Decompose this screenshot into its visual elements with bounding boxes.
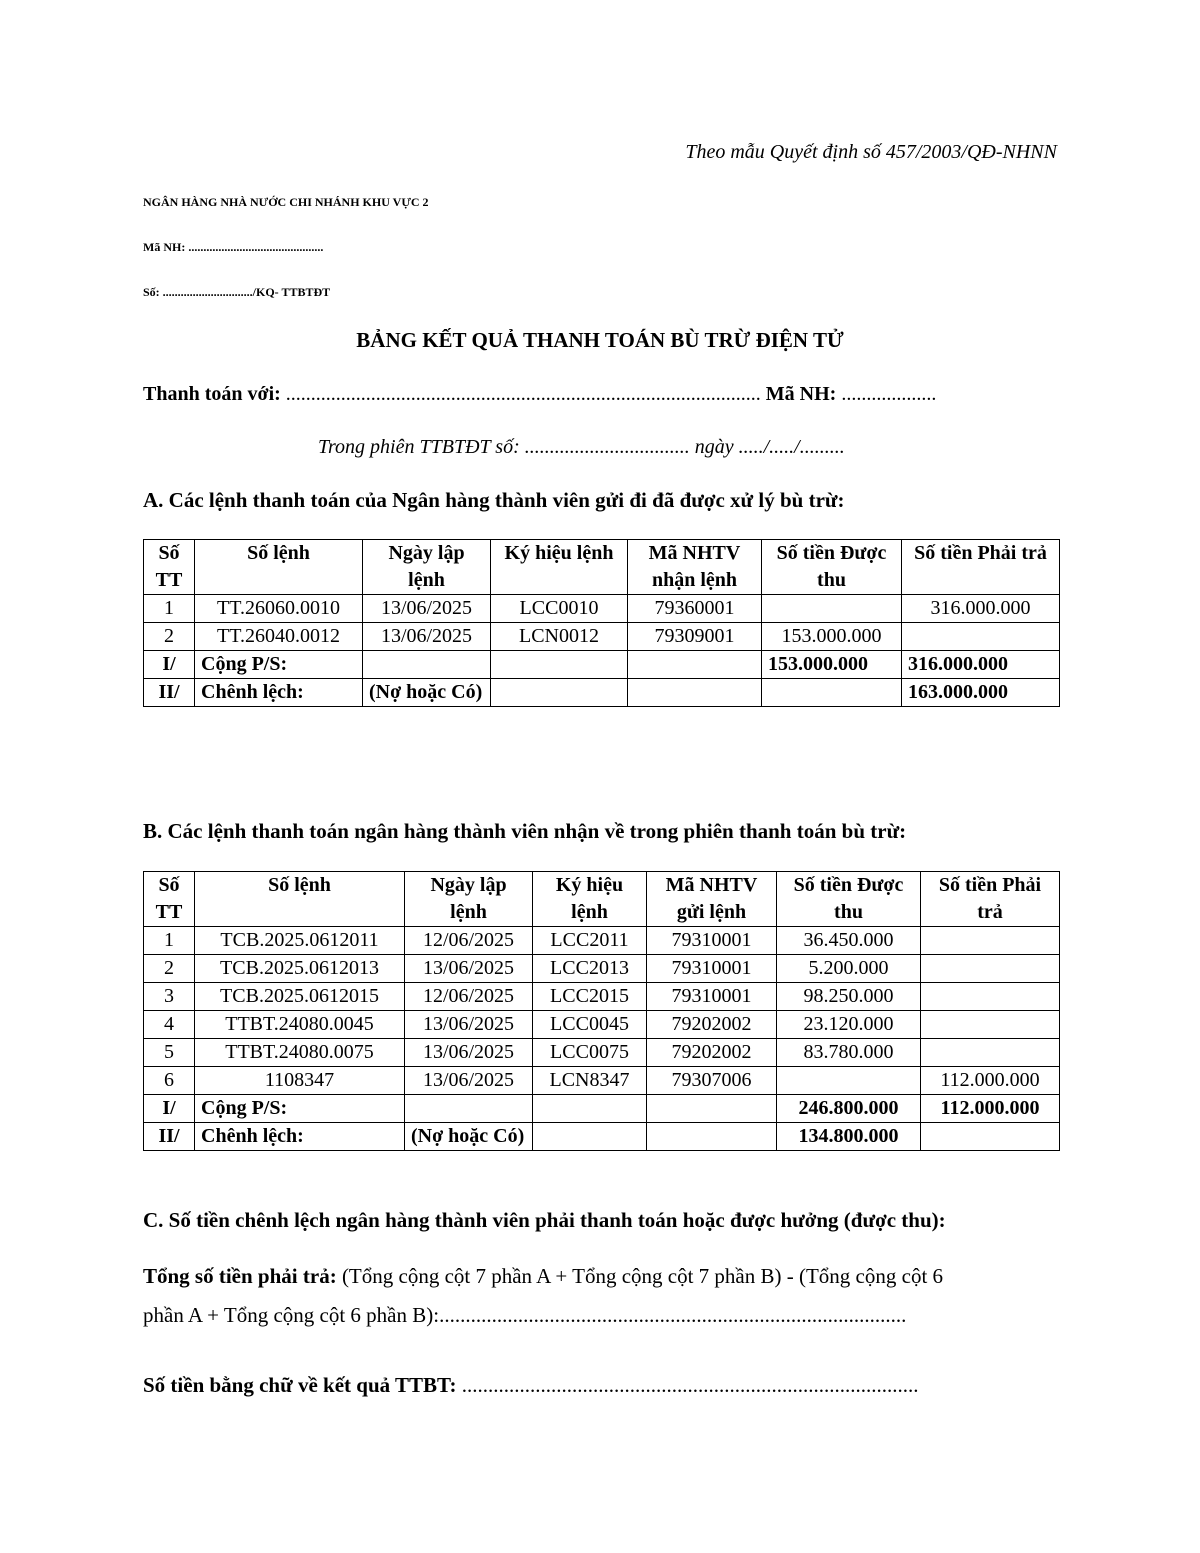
cell: LCC0075 [533,1039,647,1067]
cell: 1 [144,927,195,955]
page-title: BẢNG KẾT QUẢ THANH TOÁN BÙ TRỪ ĐIỆN TỬ [356,328,844,352]
cell [491,651,628,679]
cell: 79310001 [647,927,777,955]
cell: 13/06/2025 [405,1039,533,1067]
cell: TCB.2025.0612015 [195,983,405,1011]
cell: 316.000.000 [902,595,1060,623]
payment-with-dots: ............................................................................................... [285,383,761,405]
cell: 79309001 [628,623,762,651]
cell: 79202002 [647,1011,777,1039]
section-b-table [143,871,1060,1151]
cell: 1 [144,595,195,623]
amount-in-words-dots: ....................................................................................... [456,1373,919,1397]
cell: 36.450.000 [777,927,921,955]
cell: (Nợ hoặc Có) [363,679,491,707]
template-reference: Theo mẫu Quyết định số 457/2003/QĐ-NHNN [685,141,1057,163]
cell: 13/06/2025 [405,1011,533,1039]
table-row [144,595,1060,623]
cell: LCN8347 [533,1067,647,1095]
table-row [144,1011,1060,1039]
column-header: Số TT [144,872,195,927]
cell [762,679,902,707]
table-row [144,983,1060,1011]
total-row [144,1095,1060,1123]
section-a-heading: A. Các lệnh thanh toán của Ngân hàng thành viên gửi đi đã được xử lý bù trừ: [143,488,845,512]
cell: TCB.2025.0612013 [195,955,405,983]
difference-row [144,1123,1060,1151]
difference-row [144,679,1060,707]
column-header: Số tiền Phải trả [902,540,1060,595]
cell [777,1067,921,1095]
cell [921,1039,1060,1067]
total-payable-formula-cont: phần A + Tổng cộng cột 6 phần B):......................................................................................... [143,1303,907,1327]
cell: 316.000.000 [902,651,1060,679]
payment-bank-code-dots: ................... [841,383,937,405]
cell: 23.120.000 [777,1011,921,1039]
document-number-line: Số: ............................../KQ- TTBTĐT [143,285,331,299]
column-header: Số tiền Được thu [762,540,902,595]
column-header: Số tiền Được thu [777,872,921,927]
amount-in-words-line [143,1373,918,1398]
cell: 13/06/2025 [405,955,533,983]
payment-bank-code-label: Mã NH: [765,383,837,405]
cell: LCC0045 [533,1011,647,1039]
total-payable-formula: (Tổng cộng cột 7 phần A + Tổng cộng cột 7 phần B) - (Tổng cộng cột 6 [336,1264,944,1288]
cell: LCN0012 [491,623,628,651]
cell: 5 [144,1039,195,1067]
column-header: Mã NHTV gửi lệnh [647,872,777,927]
section-b-heading: B. Các lệnh thanh toán ngân hàng thành viên nhận về trong phiên thanh toán bù trừ: [143,819,907,843]
cell [762,595,902,623]
total-payable-label: Tổng số tiền phải trả: [143,1264,337,1288]
cell [902,623,1060,651]
cell [491,679,628,707]
cell: TT.26040.0012 [195,623,363,651]
cell [363,651,491,679]
bank-name: NGÂN HÀNG NHÀ NƯỚC CHI NHÁNH KHU VỰC 2 [143,195,429,209]
cell: 112.000.000 [921,1095,1060,1123]
cell: 79307006 [647,1067,777,1095]
cell: LCC0010 [491,595,628,623]
cell: 134.800.000 [777,1123,921,1151]
cell: 13/06/2025 [405,1067,533,1095]
cell: 79310001 [647,983,777,1011]
cell: 3 [144,983,195,1011]
cell [921,955,1060,983]
cell [533,1123,647,1151]
cell: 98.250.000 [777,983,921,1011]
table-row [144,1067,1060,1095]
table-row [144,1039,1060,1067]
cell: 153.000.000 [762,623,902,651]
column-header: Số lệnh [195,872,405,927]
table-header-row [144,540,1060,595]
cell: Cộng P/S: [195,1095,405,1123]
cell: (Nợ hoặc Có) [405,1123,533,1151]
column-header: Ngày lập lệnh [363,540,491,595]
amount-in-words-label: Số tiền bằng chữ về kết quả TTBT: [143,1373,457,1397]
cell: 112.000.000 [921,1067,1060,1095]
cell: Cộng P/S: [195,651,363,679]
column-header: Ký hiệu lệnh [533,872,647,927]
cell: Chênh lệch: [195,1123,405,1151]
cell: II/ [144,1123,195,1151]
total-row [144,651,1060,679]
table-row [144,927,1060,955]
cell: 163.000.000 [902,679,1060,707]
payment-with-label: Thanh toán với: [143,383,281,405]
payment-with-line [143,383,936,406]
column-header: Số TT [144,540,195,595]
cell: 5.200.000 [777,955,921,983]
total-payable-line [143,1264,943,1289]
column-header: Số tiền Phải trả [921,872,1060,927]
cell [628,651,762,679]
cell: 2 [144,623,195,651]
cell: 13/06/2025 [363,623,491,651]
column-header: Số lệnh [195,540,363,595]
table-row [144,623,1060,651]
cell: II/ [144,679,195,707]
cell: TT.26060.0010 [195,595,363,623]
cell: 246.800.000 [777,1095,921,1123]
table-row [144,955,1060,983]
cell: 6 [144,1067,195,1095]
cell: I/ [144,1095,195,1123]
cell [533,1095,647,1123]
cell: TTBT.24080.0045 [195,1011,405,1039]
session-line: Trong phiên TTBTĐT số: ................................. ngày ...../...../......... [318,436,845,458]
section-c-heading: C. Số tiền chênh lệch ngân hàng thành viên phải thanh toán hoặc được hưởng (được thu): [143,1208,946,1232]
cell: LCC2011 [533,927,647,955]
cell [921,1011,1060,1039]
cell: 2 [144,955,195,983]
cell [647,1123,777,1151]
column-header: Mã NHTV nhận lệnh [628,540,762,595]
table-header-row [144,872,1060,927]
cell: 79202002 [647,1039,777,1067]
cell: 1108347 [195,1067,405,1095]
cell: 79310001 [647,955,777,983]
cell: LCC2013 [533,955,647,983]
cell [647,1095,777,1123]
cell [405,1095,533,1123]
cell: 83.780.000 [777,1039,921,1067]
cell: 4 [144,1011,195,1039]
column-header: Ngày lập lệnh [405,872,533,927]
cell: 13/06/2025 [363,595,491,623]
cell: TTBT.24080.0075 [195,1039,405,1067]
cell: 153.000.000 [762,651,902,679]
bank-code-line: Mã NH: ............................................. [143,240,324,254]
section-a-table [143,539,1060,707]
cell [628,679,762,707]
cell [921,927,1060,955]
cell: 12/06/2025 [405,983,533,1011]
column-header: Ký hiệu lệnh [491,540,628,595]
cell: 79360001 [628,595,762,623]
cell [921,1123,1060,1151]
cell: I/ [144,651,195,679]
cell: Chênh lệch: [195,679,363,707]
cell: TCB.2025.0612011 [195,927,405,955]
cell: 12/06/2025 [405,927,533,955]
cell: LCC2015 [533,983,647,1011]
cell [921,983,1060,1011]
